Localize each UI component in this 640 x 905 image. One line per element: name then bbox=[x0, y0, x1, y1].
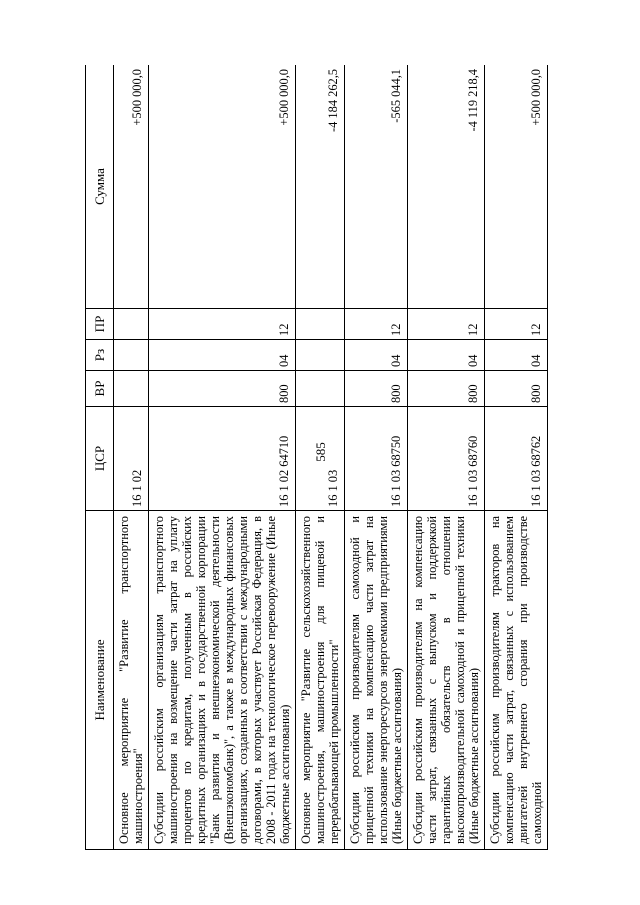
row-sum: +500 000,0 bbox=[114, 65, 149, 309]
row-pr: 12 bbox=[485, 309, 548, 340]
row-name: Основное мероприятие "Развитие транспортного машиностроения" bbox=[114, 511, 149, 850]
row-name: Субсидии российским организациям транспортного машиностроения на возмещение части затрат на уплату процентов по кредитам, полученным в российских кредитных организациях и в государственной корпорации "Банк развития и внешнеэкономической деятельности (Внешэкономбанк)", а также в международных финансовых организациях, созданных в соответствии с международными договорами, в которых участвует Российская Федерация, в 2008 - 2011 годах на технологическое перевооружение (Иные бюджетные ассигнования) bbox=[149, 511, 296, 850]
row-pr bbox=[114, 309, 149, 340]
row-vr: 800 bbox=[408, 371, 485, 407]
row-sum: -4 184 262,5 bbox=[296, 65, 345, 309]
header-rz: Рз bbox=[86, 340, 114, 371]
table-row bbox=[149, 65, 296, 850]
row-sum: +500 000,0 bbox=[485, 65, 548, 309]
row-rz: 04 bbox=[485, 340, 548, 371]
row-vr bbox=[296, 371, 345, 407]
row-sum: -565 044,1 bbox=[345, 65, 408, 309]
row-csr: 16 1 02 bbox=[114, 407, 149, 511]
table-row bbox=[345, 65, 408, 850]
row-csr: 16 1 03 68750 bbox=[345, 407, 408, 511]
header-pr: ПР bbox=[86, 309, 114, 340]
header-row bbox=[86, 65, 114, 850]
row-pr bbox=[296, 309, 345, 340]
row-csr: 16 1 03 68762 bbox=[485, 407, 548, 511]
budget-table-grid bbox=[85, 65, 548, 850]
row-pr: 12 bbox=[149, 309, 296, 340]
row-rz: 04 bbox=[408, 340, 485, 371]
row-rz: 04 bbox=[149, 340, 296, 371]
table-row bbox=[485, 65, 548, 850]
header-csr: ЦСР bbox=[86, 407, 114, 511]
row-vr: 800 bbox=[485, 371, 548, 407]
row-vr: 800 bbox=[149, 371, 296, 407]
table-row bbox=[296, 65, 345, 850]
row-pr: 12 bbox=[345, 309, 408, 340]
row-name: Субсидии российским производителям самоходной и прицепной техники на компенсацию части затрат на использование энергоресурсов энергоемкими предприятиями (Иные бюджетные ассигнования) bbox=[345, 511, 408, 850]
row-vr: 800 bbox=[345, 371, 408, 407]
row-name: Основное мероприятие "Развитие сельскохозяйственного машиностроения, машиностроения для пищевой и перерабатывающей промышленности" bbox=[296, 511, 345, 850]
budget-table bbox=[85, 65, 585, 850]
row-csr: 16 1 03 68760 bbox=[408, 407, 485, 511]
row-sum: +500 000,0 bbox=[149, 65, 296, 309]
row-rz bbox=[296, 340, 345, 371]
row-name: Субсидии российским производителям на компенсацию части затрат, связанных с выпуском и поддержкой гарантийных обязательств в отношении высокопроизводительной самоходной и прицепной техники (Иные бюджетные ассигнования) bbox=[408, 511, 485, 850]
row-csr: 16 1 02 64710 bbox=[149, 407, 296, 511]
table-viewport bbox=[85, 65, 585, 850]
row-vr bbox=[114, 371, 149, 407]
row-csr: 16 1 03 bbox=[296, 407, 345, 511]
row-pr: 12 bbox=[408, 309, 485, 340]
row-name: Субсидии российским производителям тракторов на компенсацию части затрат, связанных с использованием двигателей внутреннего сгорания при производстве самоходной bbox=[485, 511, 548, 850]
header-name: Наименование bbox=[86, 511, 114, 850]
page-number: 585 bbox=[313, 442, 328, 462]
table-row bbox=[114, 65, 149, 850]
table-row bbox=[408, 65, 485, 850]
header-vr: ВР bbox=[86, 371, 114, 407]
row-rz bbox=[114, 340, 149, 371]
row-rz: 04 bbox=[345, 340, 408, 371]
row-sum: -4 119 218,4 bbox=[408, 65, 485, 309]
header-sum: Сумма bbox=[86, 65, 114, 309]
